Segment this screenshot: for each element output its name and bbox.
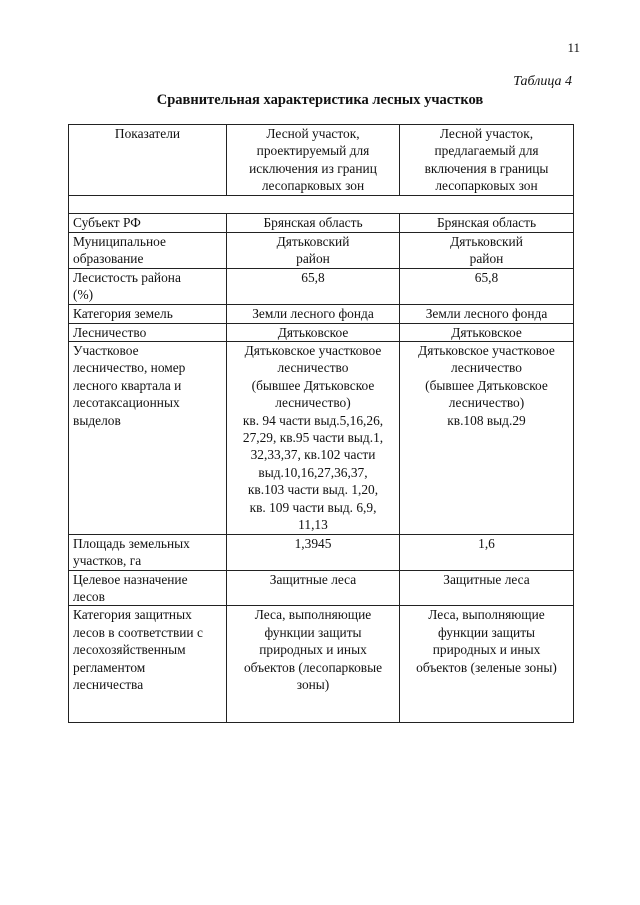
table-row: [69, 232, 574, 268]
row-value-col2: Защитные леса: [400, 570, 574, 606]
row-value-col2: 65,8: [400, 268, 574, 304]
row-value-col2: Дятьковское участковое лесничество (бывшее Дятьковское лесничество) кв.108 выд.29: [400, 342, 574, 534]
header-indicator: Показатели: [69, 125, 227, 196]
spacer-cell: [69, 195, 574, 213]
table-row: [69, 268, 574, 304]
row-value-col2: Леса, выполняющие функции защиты природных и иных объектов (зеленые зоны): [400, 606, 574, 723]
header-plot-included: Лесной участок, предлагаемый для включения в границы лесопарковых зон: [400, 125, 574, 196]
table-row: [69, 323, 574, 341]
row-value-col1: Дятьковское участковое лесничество (бывшее Дятьковское лесничество) кв. 94 части выд.5,16,26, 27,29, кв.95 части выд.1, 32,33,37, кв.102 части выд.10,16,27,36,37, кв.103 части выд. 1,20, кв. 109 части выд. 6,9, 11,13: [227, 342, 400, 534]
row-value-col1: 65,8: [227, 268, 400, 304]
header-plot-excluded: Лесной участок, проектируемый для исключения из границ лесопарковых зон: [227, 125, 400, 196]
row-value-col2: Дятьковское: [400, 323, 574, 341]
row-value-col1: Брянская область: [227, 213, 400, 232]
row-value-col2: Земли лесного фонда: [400, 304, 574, 323]
page-number: 11: [567, 40, 580, 55]
row-value-col1: Дятьковский район: [227, 232, 400, 268]
table-row: [69, 304, 574, 323]
row-label: Лесничество: [69, 323, 227, 341]
table-spacer-row: [69, 195, 574, 213]
row-value-col2: Брянская область: [400, 213, 574, 232]
table-row: [69, 213, 574, 232]
row-value-col2: 1,6: [400, 534, 574, 570]
row-label: Площадь земельных участков, га: [69, 534, 227, 570]
row-label: Категория защитных лесов в соответствии с лесохозяйственным регламентом лесничества: [69, 606, 227, 723]
table-header-row: [69, 125, 574, 196]
row-label: Субъект РФ: [69, 213, 227, 232]
row-value-col1: Земли лесного фонда: [227, 304, 400, 323]
row-value-col1: Защитные леса: [227, 570, 400, 606]
table-row: [69, 570, 574, 606]
table-row: [69, 534, 574, 570]
row-label: Целевое назначение лесов: [69, 570, 227, 606]
row-value-col1: Леса, выполняющие функции защиты природных и иных объектов (лесопарковые зоны): [227, 606, 400, 723]
row-label: Лесистость района (%): [69, 268, 227, 304]
row-label: Участковое лесничество, номер лесного квартала и лесотаксационных выделов: [69, 342, 227, 534]
row-label: Муниципальное образование: [69, 232, 227, 268]
table-row: [69, 342, 574, 534]
document-title: Сравнительная характеристика лесных участков: [156, 92, 484, 108]
comparison-table: [68, 124, 574, 723]
table-row: [69, 606, 574, 723]
row-value-col1: 1,3945: [227, 534, 400, 570]
row-value-col2: Дятьковский район: [400, 232, 574, 268]
row-label: Категория земель: [69, 304, 227, 323]
row-value-col1: Дятьковское: [227, 323, 400, 341]
table-caption: Таблица 4: [513, 74, 572, 89]
